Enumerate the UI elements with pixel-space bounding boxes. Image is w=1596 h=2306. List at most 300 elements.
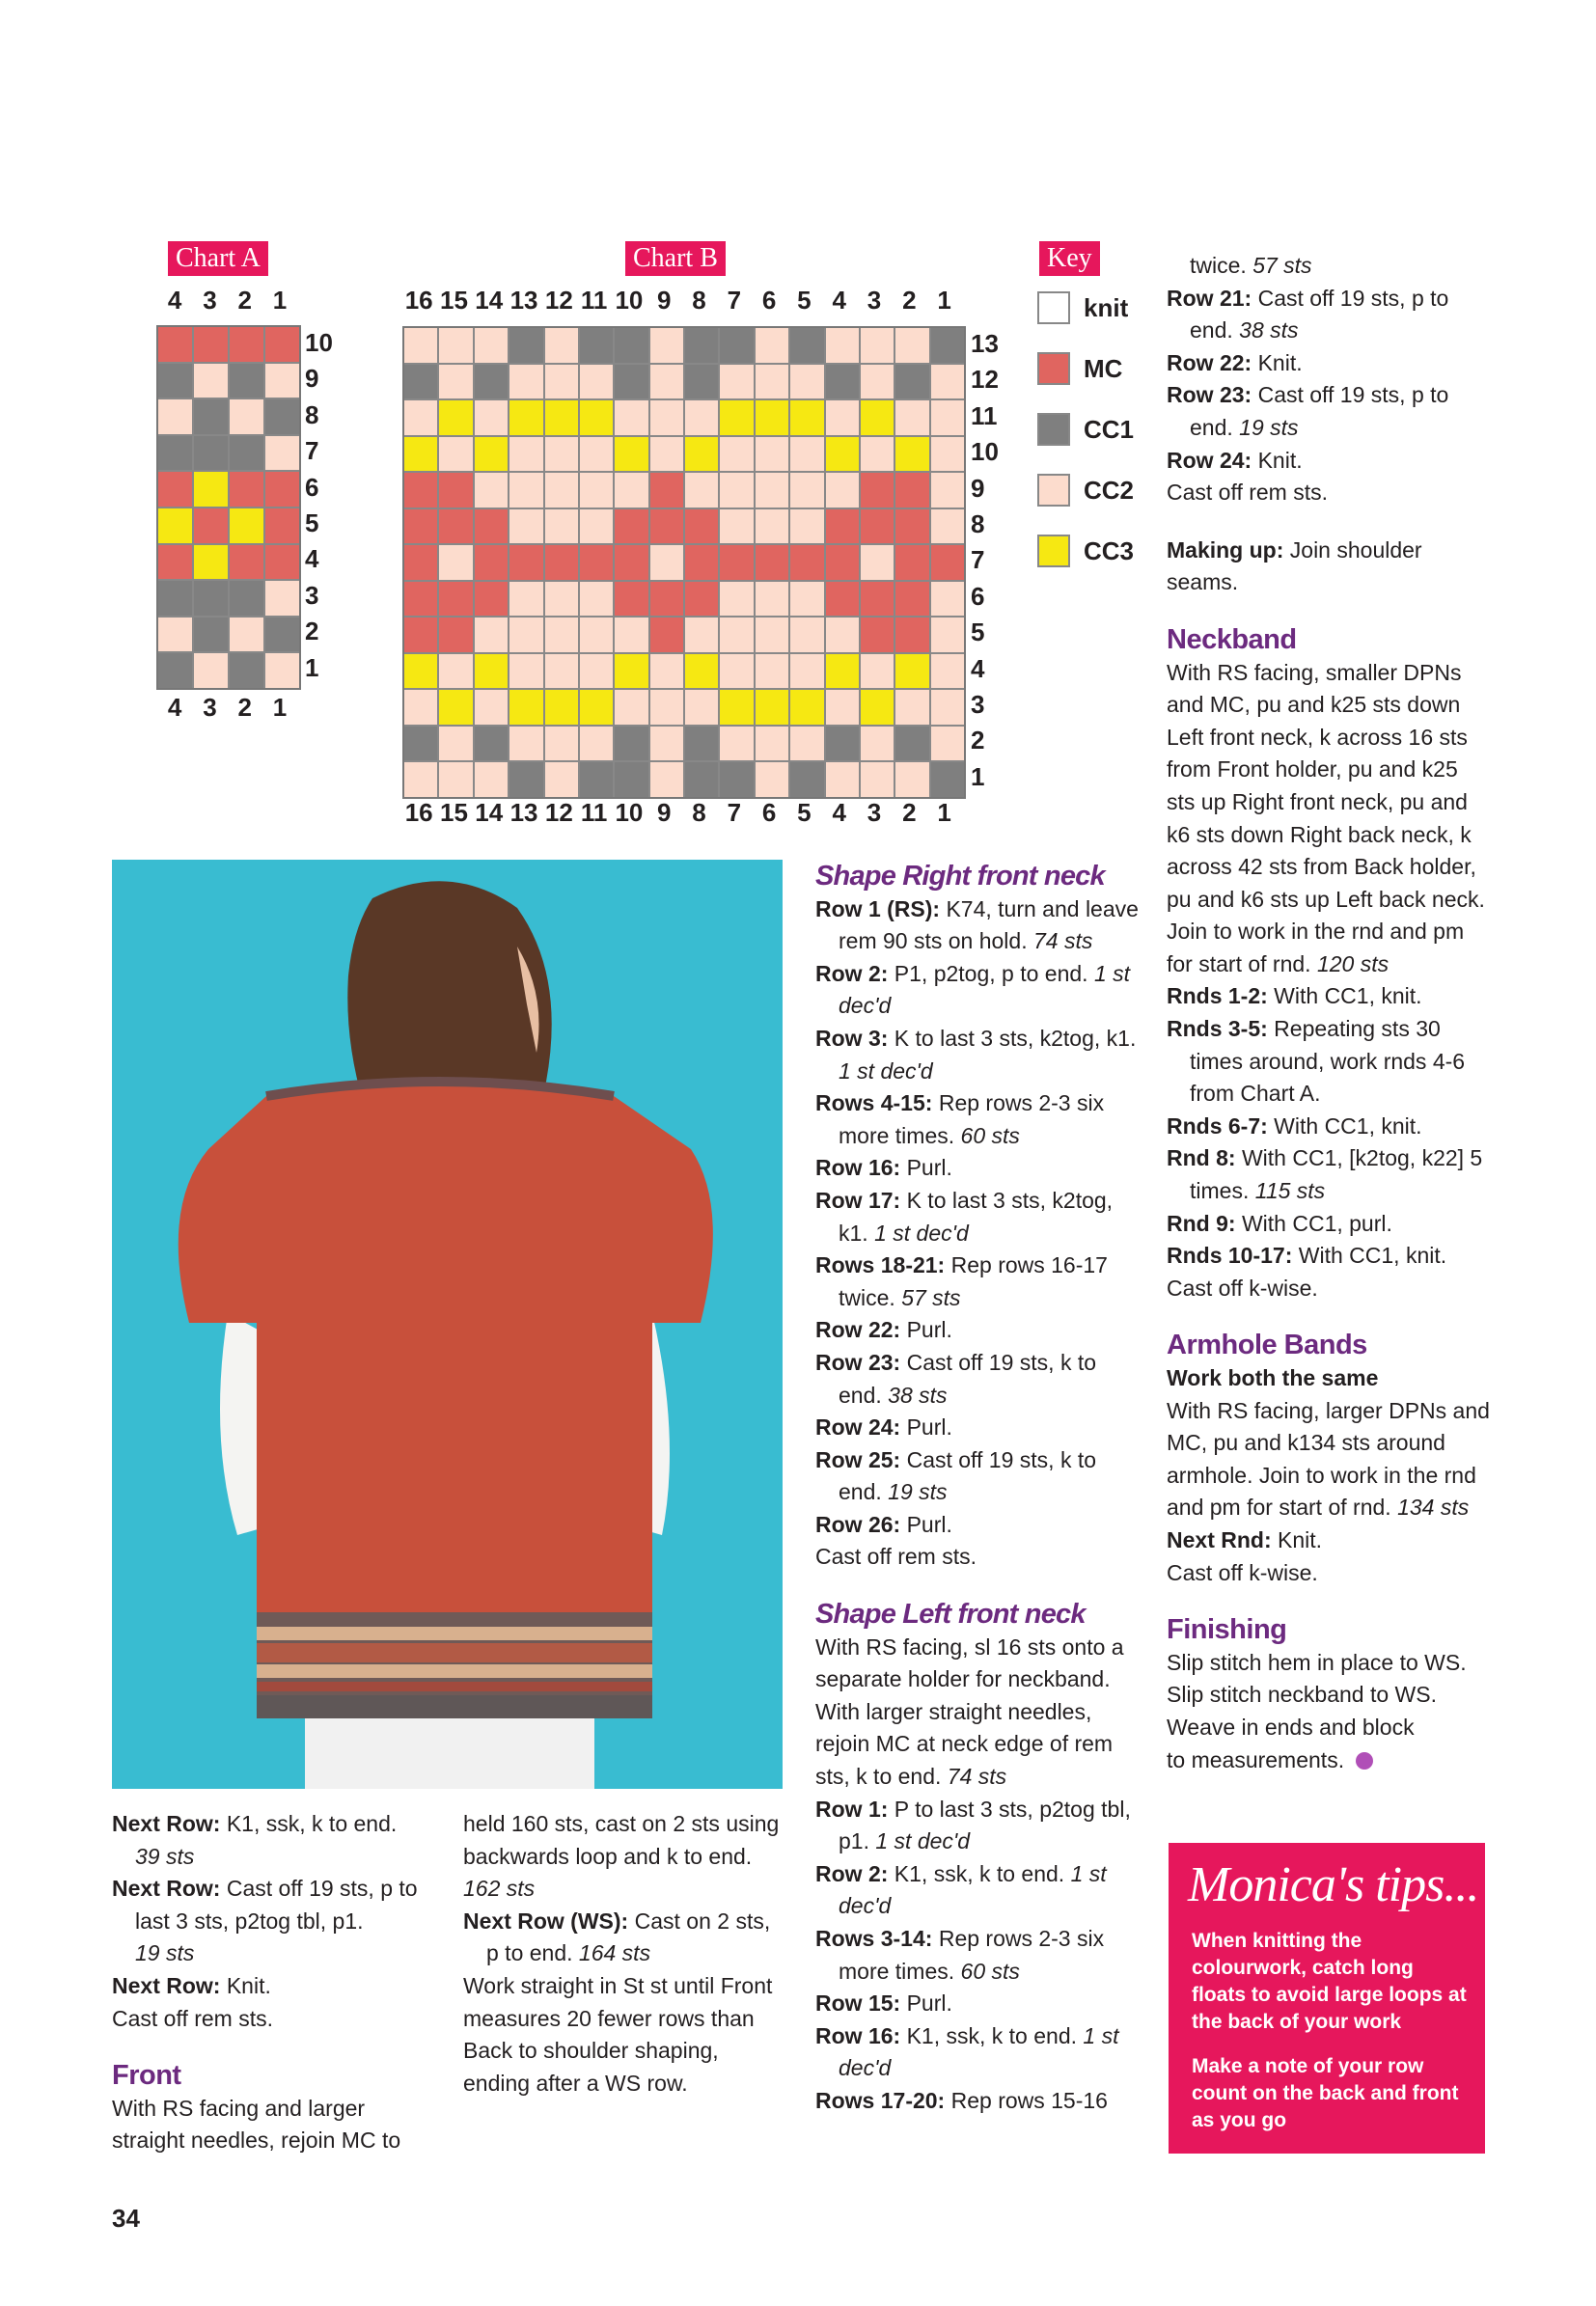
chart-cell (720, 545, 753, 580)
chart-cell (194, 327, 228, 362)
key-item (1037, 535, 1134, 567)
chart-cell (931, 582, 964, 617)
stitch-count: 57 sts (1252, 253, 1312, 278)
chart-cell (931, 762, 964, 797)
chart-cell (685, 762, 718, 797)
chart-cell (861, 582, 894, 617)
row-label: Row 23: (815, 1349, 901, 1375)
chart-cell (650, 437, 683, 472)
chart-b-row-number: 3 (971, 689, 985, 719)
stitch-count: 74 sts (947, 1764, 1007, 1790)
chart-b-column-numbers-top (401, 286, 962, 316)
chart-b-column-number: 13 (509, 286, 538, 315)
instruction-text: Work straight in St st until Front measures 20 fewer rows than Back to shoulder shaping, ending after a WS row. (463, 1972, 773, 2096)
row-label: Row 2: (815, 960, 889, 986)
chart-cell (615, 437, 647, 472)
chart-cell (509, 690, 542, 725)
row-label: Row 15: (815, 1990, 901, 2017)
chart-cell (475, 365, 508, 399)
row-text: Cast off 19 sts, p to end. (1190, 382, 1449, 440)
chart-cell (580, 365, 613, 399)
chart-a-column-number: 3 (203, 286, 217, 315)
chart-b-row-number: 1 (971, 761, 985, 791)
chart-cell (265, 581, 299, 616)
chart-cell (650, 654, 683, 689)
chart-cell (826, 727, 859, 761)
chart-cell (685, 328, 718, 363)
column-1 (112, 1808, 421, 2157)
chart-cell (826, 365, 859, 399)
row-text: K1, ssk, k to end. (888, 1860, 1065, 1886)
chart-cell (158, 436, 192, 471)
chart-cell (826, 762, 859, 797)
chart-cell (158, 653, 192, 688)
chart-cell (861, 400, 894, 435)
chart-cell (439, 328, 472, 363)
chart-b-column-number: 16 (404, 798, 433, 827)
chart-cell (580, 437, 613, 472)
row-text: Rep rows 16-17 twice. (839, 1252, 1108, 1310)
chart-cell (545, 509, 578, 544)
stitch-count: 1 st dec'd (875, 1828, 971, 1854)
chart-cell (509, 727, 542, 761)
neckband-heading: Neckband (1167, 623, 1297, 655)
chart-cell (404, 618, 437, 652)
chart-a-column-number: 4 (167, 693, 182, 722)
chart-cell (615, 473, 647, 508)
chart-cell (509, 582, 542, 617)
chart-cell (931, 509, 964, 544)
chart-a-column-number: 2 (237, 286, 252, 315)
chart-b-column-number: 15 (439, 286, 468, 315)
chart-cell (194, 399, 228, 434)
chart-b-row-number: 6 (971, 581, 985, 611)
sweater-illustration (112, 860, 783, 1789)
chart-cell (475, 690, 508, 725)
chart-cell (158, 327, 192, 362)
chart-cell (720, 473, 753, 508)
chart-cell (931, 727, 964, 761)
chart-b-row-number: 7 (971, 545, 985, 575)
row-text: Knit. (220, 1972, 271, 1998)
row-text: Cast off 19 sts, k to end. (839, 1446, 1097, 1505)
chart-b-column-number: 4 (832, 286, 846, 315)
chart-b-column-number: 11 (580, 286, 608, 315)
stitch-count: 1 st dec'd (839, 960, 1131, 1019)
stitch-count: 1 st dec'd (839, 1057, 933, 1084)
row-label: Rnds 1-2: (1167, 983, 1268, 1009)
row-text: K to last 3 sts, k2tog, k1. (888, 1025, 1137, 1051)
chart-cell (615, 509, 647, 544)
chart-cell (650, 545, 683, 580)
chart-b-column-number: 16 (404, 286, 433, 315)
chart-cell (861, 618, 894, 652)
row-label: Next Row: (112, 1811, 221, 1836)
chart-cell (685, 473, 718, 508)
chart-cell (509, 509, 542, 544)
chart-b-column-number: 3 (867, 286, 882, 315)
chart-cell (895, 654, 928, 689)
row-text: Rep rows 2-3 six more times. (839, 1090, 1105, 1148)
key-item (1037, 474, 1134, 507)
key-label-text: knit (1084, 292, 1129, 322)
chart-cell (861, 437, 894, 472)
chart-cell (404, 690, 437, 725)
row-label: Row 3: (815, 1025, 889, 1051)
chart-a-row-number: 10 (305, 328, 333, 357)
chart-cell (158, 545, 192, 580)
instruction-text: held 160 sts, cast on 2 sts using backwards loop and k to end. (463, 1811, 780, 1869)
chart-cell (826, 473, 859, 508)
chart-cell (861, 473, 894, 508)
chart-cell (404, 582, 437, 617)
chart-cell (895, 545, 928, 580)
chart-cell (475, 473, 508, 508)
chart-cell (545, 582, 578, 617)
chart-cell (545, 762, 578, 797)
chart-a-column-numbers-top (157, 286, 297, 316)
chart-cell (685, 400, 718, 435)
chart-cell (439, 582, 472, 617)
chart-cell (580, 545, 613, 580)
chart-cell (861, 509, 894, 544)
chart-cell (439, 473, 472, 508)
chart-cell (826, 509, 859, 544)
instruction-text: Cast off rem sts. (112, 2005, 274, 2031)
chart-cell (158, 472, 192, 507)
row-label: Next Row: (112, 1876, 221, 1902)
chart-b-row-number: 12 (971, 365, 999, 395)
chart-b-column-number: 5 (797, 286, 812, 315)
row-text: Purl. (900, 1414, 952, 1441)
chart-cell (404, 400, 437, 435)
chart-b-row-number: 13 (971, 329, 999, 358)
chart-cell (861, 328, 894, 363)
chart-cell (439, 545, 472, 580)
chart-cell (756, 365, 788, 399)
stitch-count: 115 sts (1254, 1178, 1326, 1204)
chart-a-row-number: 2 (305, 617, 319, 646)
chart-cell (265, 472, 299, 507)
chart-cell (615, 582, 647, 617)
chart-cell (720, 654, 753, 689)
chart-cell (580, 690, 613, 725)
shape-left-front-neck-heading: Shape Left front neck (815, 1599, 1086, 1631)
row-label: Row 22: (1167, 349, 1252, 375)
chart-cell (615, 654, 647, 689)
chart-cell (265, 545, 299, 580)
chart-cell (895, 690, 928, 725)
chart-cell (265, 399, 299, 434)
row-label: Rows 4-15: (815, 1090, 933, 1116)
chart-cell (826, 690, 859, 725)
stitch-count: 19 sts (135, 1940, 195, 1966)
chart-a-column-number: 1 (272, 286, 288, 315)
chart-cell (545, 473, 578, 508)
chart-cell (861, 365, 894, 399)
chart-cell (615, 328, 647, 363)
chart-cell (194, 581, 228, 616)
chart-cell (895, 762, 928, 797)
chart-cell (685, 365, 718, 399)
chart-cell (931, 690, 964, 725)
model-photo (112, 860, 783, 1789)
chart-cell (790, 400, 823, 435)
chart-cell (509, 618, 542, 652)
chart-cell (439, 727, 472, 761)
row-label: Row 16: (815, 2022, 901, 2048)
stitch-count: 1 st dec'd (839, 2022, 1119, 2081)
key-label-text: CC3 (1084, 535, 1135, 565)
chart-cell (475, 618, 508, 652)
chart-cell (404, 473, 437, 508)
chart-cell (509, 473, 542, 508)
chart-cell (230, 327, 263, 362)
chart-cell (545, 618, 578, 652)
chart-cell (895, 365, 928, 399)
chart-cell (439, 618, 472, 652)
instruction-text: Cast off rem sts. (815, 1544, 977, 1570)
chart-cell (475, 400, 508, 435)
chart-cell (615, 365, 647, 399)
armhole-bands-heading: Armhole Bands (1167, 1330, 1367, 1361)
chart-cell (931, 365, 964, 399)
chart-cell (790, 365, 823, 399)
chart-cell (790, 690, 823, 725)
stitch-count: 134 sts (1397, 1495, 1470, 1521)
row-label: Row 2: (815, 1860, 889, 1886)
chart-cell (650, 400, 683, 435)
row-label: Row 21: (1167, 285, 1252, 311)
chart-a-row-number: 8 (305, 399, 319, 429)
chart-cell (861, 654, 894, 689)
chart-a-row-number: 9 (305, 364, 319, 394)
chart-cell (861, 727, 894, 761)
key-label-text: CC1 (1084, 414, 1135, 444)
chart-cell (895, 328, 928, 363)
chart-cell (404, 545, 437, 580)
key-swatch (1037, 535, 1070, 567)
neckband-text: With RS facing, smaller DPNs and MC, pu and k25 sts down Left front neck, k across 16 sts from Front holder, pu and k25 sts up Right front neck, pu and k6 sts down Right back neck, k across 42 sts from Back holder, pu and k6 sts up Left back neck. Join to work in the rnd and pm for start of rnd. (1167, 659, 1485, 976)
chart-cell (439, 762, 472, 797)
chart-cell (685, 654, 718, 689)
row-label: Rows 18-21: (815, 1252, 946, 1278)
chart-b-column-number: 13 (509, 798, 538, 827)
row-label: Next Row (WS): (463, 1908, 629, 1934)
stitch-count: 19 sts (888, 1479, 948, 1505)
chart-b-column-number: 9 (656, 286, 672, 315)
row-text: Knit. (1252, 349, 1303, 375)
row-text: twice. (1190, 253, 1247, 278)
chart-cell (580, 654, 613, 689)
chart-cell (685, 618, 718, 652)
stitch-count: 38 sts (1239, 317, 1299, 343)
chart-cell (720, 509, 753, 544)
key-swatch (1037, 474, 1070, 507)
chart-cell (580, 400, 613, 435)
chart-a-column-number: 4 (167, 286, 182, 315)
chart-cell (439, 509, 472, 544)
chart-cell (756, 654, 788, 689)
chart-cell (545, 727, 578, 761)
armhole-subheading: Work both the same (1167, 1365, 1379, 1390)
chart-cell (580, 618, 613, 652)
row-label: Row 25: (815, 1446, 901, 1472)
chart-b-row-number: 9 (971, 473, 985, 503)
instruction-text: Cast off k-wise. (1167, 1559, 1318, 1585)
row-text: K74, turn and leave rem 90 sts on hold. (839, 895, 1139, 954)
chart-b-row-number: 10 (971, 437, 999, 467)
chart-cell (509, 437, 542, 472)
chart-cell (230, 653, 263, 688)
chart-cell (895, 582, 928, 617)
chart-a-column-number: 2 (237, 693, 252, 722)
stitch-count: 38 sts (888, 1382, 948, 1408)
row-label: Row 24: (1167, 447, 1252, 473)
chart-cell (826, 437, 859, 472)
row-text: K1, ssk, k to end. (220, 1811, 398, 1836)
chart-cell (545, 400, 578, 435)
chart-cell (194, 508, 228, 543)
chart-cell (756, 727, 788, 761)
stitch-count: 164 sts (578, 1940, 651, 1966)
chart-b-column-number: 10 (615, 798, 644, 827)
row-label: Row 1 (RS): (815, 895, 941, 921)
key-label-text: CC2 (1084, 475, 1135, 505)
chart-cell (650, 690, 683, 725)
row-text: Purl. (900, 1990, 952, 2017)
key-swatch (1037, 413, 1070, 446)
chart-cell (194, 653, 228, 688)
chart-cell (194, 618, 228, 652)
key-item (1037, 291, 1128, 324)
chart-cell (194, 545, 228, 580)
chart-cell (895, 509, 928, 544)
chart-cell (931, 545, 964, 580)
chart-cell (475, 762, 508, 797)
chart-a-row-number: 6 (305, 472, 319, 502)
chart-cell (756, 618, 788, 652)
chart-cell (826, 328, 859, 363)
row-text: With CC1, knit. (1267, 983, 1422, 1009)
chart-b-column-number: 11 (580, 798, 608, 827)
stitch-count: 162 sts (463, 1876, 536, 1902)
chart-cell (230, 545, 263, 580)
row-label: Row 24: (815, 1414, 901, 1441)
making-up-label: Making up: (1167, 536, 1284, 563)
chart-a-column-numbers-bottom (157, 693, 297, 723)
chart-cell (265, 653, 299, 688)
key-item (1037, 352, 1122, 385)
chart-b-column-number: 14 (475, 798, 504, 827)
chart-cell (475, 509, 508, 544)
chart-cell (265, 436, 299, 471)
chart-cell (685, 727, 718, 761)
chart-cell (265, 364, 299, 398)
chart-cell (826, 400, 859, 435)
chart-cell (475, 437, 508, 472)
chart-cell (158, 399, 192, 434)
row-label: Next Row: (112, 1972, 221, 1998)
row-label: Row 16: (815, 1155, 901, 1181)
chart-cell (685, 690, 718, 725)
chart-cell (158, 364, 192, 398)
row-label: Row 23: (1167, 382, 1252, 408)
row-text: With CC1, purl. (1235, 1210, 1392, 1236)
chart-cell (790, 437, 823, 472)
key-label: Key (1039, 241, 1100, 276)
chart-cell (756, 328, 788, 363)
chart-cell (194, 436, 228, 471)
chart-cell (404, 365, 437, 399)
chart-b-row-number: 2 (971, 726, 985, 755)
chart-cell (509, 545, 542, 580)
chart-cell (545, 690, 578, 725)
chart-cell (475, 654, 508, 689)
row-text: P1, p2tog, p to end. (888, 960, 1088, 986)
chart-cell (545, 654, 578, 689)
stitch-count: 60 sts (960, 1122, 1020, 1148)
chart-cell (720, 690, 753, 725)
chart-cell (685, 509, 718, 544)
chart-cell (439, 654, 472, 689)
key-swatch (1037, 352, 1070, 385)
row-label: Rnds 3-5: (1167, 1016, 1268, 1042)
armhole-text: With RS facing, larger DPNs and MC, pu and k134 sts around armhole. Join to work in the rnd and pm for start of rnd. (1167, 1397, 1490, 1521)
page-number: 34 (112, 2204, 140, 2233)
chart-cell (650, 727, 683, 761)
chart-cell (158, 581, 192, 616)
chart-b-column-numbers-bottom (401, 798, 962, 828)
monicas-tips-box (1169, 1843, 1485, 2154)
chart-cell (230, 472, 263, 507)
row-text: K to last 3 sts, k2tog, k1. (839, 1187, 1114, 1246)
chart-cell (265, 618, 299, 652)
chart-a-row-number: 1 (305, 652, 319, 682)
chart-cell (756, 545, 788, 580)
row-label: Next Rnd: (1167, 1526, 1272, 1552)
chart-b-column-number: 12 (544, 286, 573, 315)
row-label: Rnds 10-17: (1167, 1243, 1293, 1269)
chart-b-column-number: 7 (727, 798, 742, 827)
chart-cell (931, 473, 964, 508)
row-text: Rep rows 15-16 (945, 2087, 1108, 2113)
chart-cell (720, 437, 753, 472)
row-text: Purl. (900, 1155, 952, 1181)
chart-cell (861, 690, 894, 725)
chart-cell (580, 762, 613, 797)
stitch-count: 39 sts (135, 1843, 195, 1869)
chart-cell (720, 762, 753, 797)
row-text: Cast off 19 sts, p to last 3 sts, p2tog tbl, p1. (135, 1876, 418, 1934)
chart-cell (475, 582, 508, 617)
chart-cell (790, 328, 823, 363)
instruction-text: Cast off k-wise. (1167, 1275, 1318, 1301)
row-text: Cast on 2 sts, p to end. (486, 1908, 771, 1966)
chart-cell (615, 762, 647, 797)
chart-cell (861, 545, 894, 580)
chart-cell (439, 437, 472, 472)
shape-right-front-neck-heading: Shape Right front neck (815, 861, 1105, 892)
stitch-count: 60 sts (960, 1958, 1020, 1984)
chart-cell (756, 762, 788, 797)
chart-cell (861, 762, 894, 797)
chart-cell (720, 727, 753, 761)
chart-cell (756, 400, 788, 435)
chart-cell (790, 582, 823, 617)
chart-cell (650, 618, 683, 652)
chart-cell (475, 727, 508, 761)
